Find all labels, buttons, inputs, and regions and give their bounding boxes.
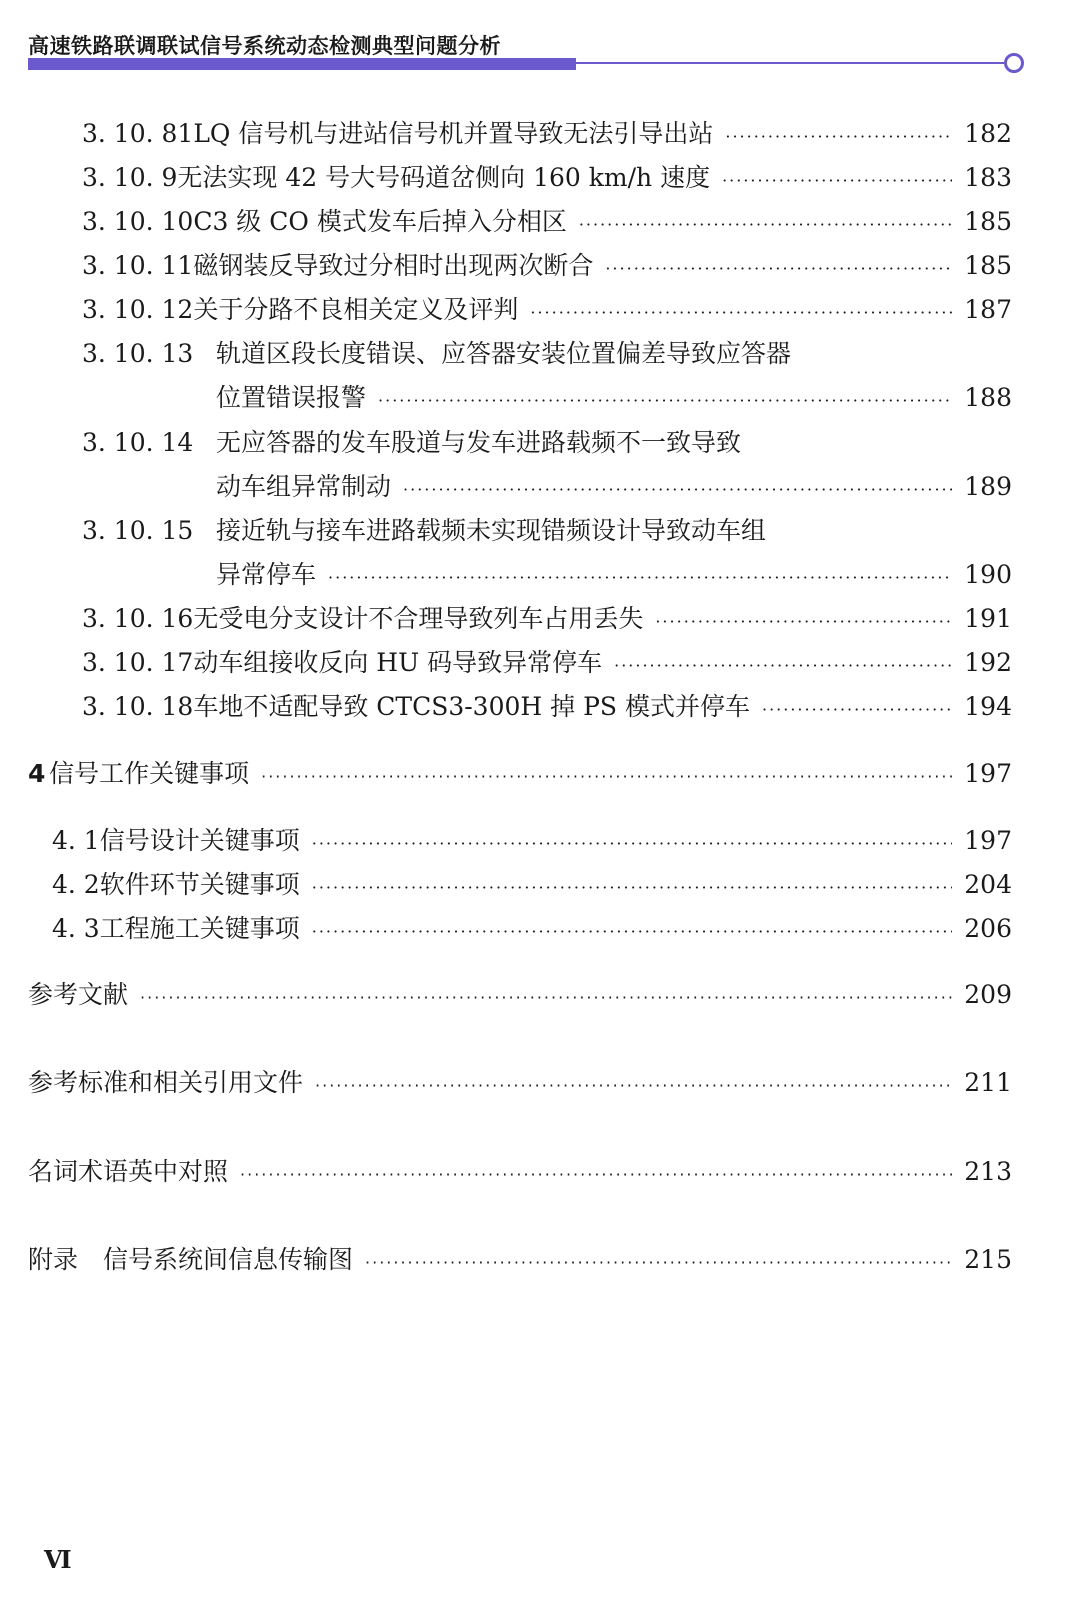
dot-leader bbox=[725, 127, 952, 146]
entry-number: 3. 10. 12 bbox=[82, 295, 194, 324]
entry-number: 3. 10. 14 bbox=[82, 428, 194, 457]
entry-number: 4. 3 bbox=[52, 914, 100, 943]
toc-backmatter-entry[interactable] bbox=[28, 1152, 1012, 1188]
entry-title: 车地不适配导致 CTCS3-300H 掉 PS 模式并停车 bbox=[193, 692, 750, 721]
toc-backmatter-entry[interactable] bbox=[28, 1240, 1012, 1276]
entry-page: 213 bbox=[964, 1157, 1012, 1186]
entry-page: 185 bbox=[964, 207, 1012, 236]
toc-entry[interactable] bbox=[216, 555, 1012, 591]
dot-leader bbox=[614, 656, 952, 675]
entry-title: 软件环节关键事项 bbox=[99, 870, 300, 899]
toc-entry[interactable] bbox=[82, 290, 1012, 326]
entry-page: 209 bbox=[964, 980, 1012, 1009]
entry-title: C3 级 CO 模式发车后掉入分相区 bbox=[193, 207, 567, 236]
entry-page: 206 bbox=[964, 914, 1012, 943]
entry-title-line1: 轨道区段长度错误、应答器安装位置偏差导致应答器 bbox=[216, 339, 792, 368]
dot-leader bbox=[261, 767, 952, 786]
entry-page: 187 bbox=[964, 295, 1012, 324]
dot-leader bbox=[762, 700, 952, 719]
entry-title: 附录 信号系统间信息传输图 bbox=[28, 1245, 354, 1274]
dot-leader bbox=[312, 878, 953, 897]
toc-backmatter-entry[interactable] bbox=[28, 1063, 1012, 1099]
entry-page: 194 bbox=[964, 692, 1012, 721]
dot-leader bbox=[140, 988, 952, 1007]
entry-page: 183 bbox=[964, 163, 1012, 192]
toc-entry[interactable] bbox=[52, 909, 1012, 945]
entry-title: 关于分路不良相关定义及评判 bbox=[193, 295, 519, 324]
toc-entry[interactable] bbox=[82, 643, 1012, 679]
entry-page: 197 bbox=[964, 759, 1012, 788]
entry-title: 无法实现 42 号大号码道岔侧向 160 km/h 速度 bbox=[177, 163, 711, 192]
dot-leader bbox=[312, 834, 953, 853]
chapter-number: 4 bbox=[28, 759, 46, 788]
entry-page: 190 bbox=[964, 560, 1012, 589]
entry-number: 3. 10. 17 bbox=[82, 648, 194, 677]
chapter-title: 信号工作关键事项 bbox=[49, 759, 250, 788]
header-rule bbox=[576, 62, 1004, 64]
toc-entry-first-line[interactable] bbox=[82, 334, 1012, 370]
entry-title: 1LQ 信号机与进站信号机并置导致无法引导出站 bbox=[177, 119, 714, 148]
entry-number: 3. 10. 11 bbox=[82, 251, 194, 280]
toc-entry[interactable] bbox=[216, 378, 1012, 414]
entry-title: 名词术语英中对照 bbox=[28, 1157, 229, 1186]
entry-title: 磁钢装反导致过分相时出现两次断合 bbox=[193, 251, 594, 280]
dot-leader bbox=[315, 1076, 952, 1095]
toc-backmatter-entry[interactable] bbox=[28, 975, 1012, 1011]
toc-entry[interactable] bbox=[82, 202, 1012, 238]
dot-leader bbox=[530, 303, 952, 322]
entry-number: 3. 10. 18 bbox=[82, 692, 194, 721]
toc-entry[interactable] bbox=[52, 865, 1012, 901]
entry-page: 211 bbox=[964, 1068, 1012, 1097]
toc-entry[interactable] bbox=[82, 687, 1012, 723]
toc-entry[interactable] bbox=[82, 158, 1012, 194]
toc-entry-first-line[interactable] bbox=[82, 511, 1012, 547]
entry-title: 异常停车 bbox=[216, 560, 317, 589]
entry-title: 参考标准和相关引用文件 bbox=[28, 1068, 304, 1097]
entry-page: 191 bbox=[964, 604, 1012, 633]
entry-title: 参考文献 bbox=[28, 980, 129, 1009]
dot-leader bbox=[240, 1165, 952, 1184]
entry-page: 182 bbox=[964, 119, 1012, 148]
entry-number: 3. 10. 8 bbox=[82, 119, 178, 148]
entry-page: 204 bbox=[964, 870, 1012, 899]
header-bar bbox=[28, 58, 576, 70]
entry-page: 185 bbox=[964, 251, 1012, 280]
entry-title: 位置错误报警 bbox=[216, 383, 367, 412]
entry-page: 215 bbox=[964, 1245, 1012, 1274]
dot-leader bbox=[312, 922, 953, 941]
dot-leader bbox=[605, 259, 952, 278]
dot-leader bbox=[579, 215, 952, 234]
entry-title-line1: 接近轨与接车进路载频未实现错频设计导致动车组 bbox=[216, 516, 767, 545]
toc-entry[interactable] bbox=[82, 599, 1012, 635]
entry-number: 4. 2 bbox=[52, 870, 100, 899]
entry-page: 188 bbox=[964, 383, 1012, 412]
dot-leader bbox=[328, 568, 952, 587]
toc-entry[interactable] bbox=[52, 821, 1012, 857]
dot-leader bbox=[378, 391, 952, 410]
entry-number: 3. 10. 13 bbox=[82, 339, 194, 368]
entry-number: 3. 10. 9 bbox=[82, 163, 178, 192]
page-folio: Ⅵ bbox=[44, 1545, 72, 1574]
entry-title: 动车组接收反向 HU 码导致异常停车 bbox=[193, 648, 603, 677]
dot-leader bbox=[403, 480, 952, 499]
toc-entry[interactable] bbox=[216, 467, 1012, 503]
dot-leader bbox=[655, 612, 952, 631]
entry-title-line1: 无应答器的发车股道与发车进路载频不一致导致 bbox=[216, 428, 742, 457]
entry-title: 无受电分支设计不合理导致列车占用丢失 bbox=[193, 604, 644, 633]
running-title: 高速铁路联调联试信号系统动态检测典型问题分析 bbox=[28, 34, 501, 58]
entry-number: 4. 1 bbox=[52, 826, 100, 855]
entry-number: 3. 10. 15 bbox=[82, 516, 194, 545]
entry-number: 3. 10. 16 bbox=[82, 604, 194, 633]
toc-entry[interactable] bbox=[82, 114, 1012, 150]
dot-leader bbox=[722, 171, 952, 190]
toc-entry-first-line[interactable] bbox=[82, 423, 1012, 459]
entry-title: 动车组异常制动 bbox=[216, 472, 392, 501]
header-circle-ornament bbox=[1004, 53, 1024, 73]
entry-number: 3. 10. 10 bbox=[82, 207, 194, 236]
entry-title: 信号设计关键事项 bbox=[99, 826, 300, 855]
entry-page: 197 bbox=[964, 826, 1012, 855]
entry-page: 192 bbox=[964, 648, 1012, 677]
entry-page: 189 bbox=[964, 472, 1012, 501]
dot-leader bbox=[365, 1253, 952, 1272]
toc-entry[interactable] bbox=[82, 246, 1012, 282]
toc-chapter-entry[interactable] bbox=[28, 754, 1012, 790]
entry-title: 工程施工关键事项 bbox=[99, 914, 300, 943]
